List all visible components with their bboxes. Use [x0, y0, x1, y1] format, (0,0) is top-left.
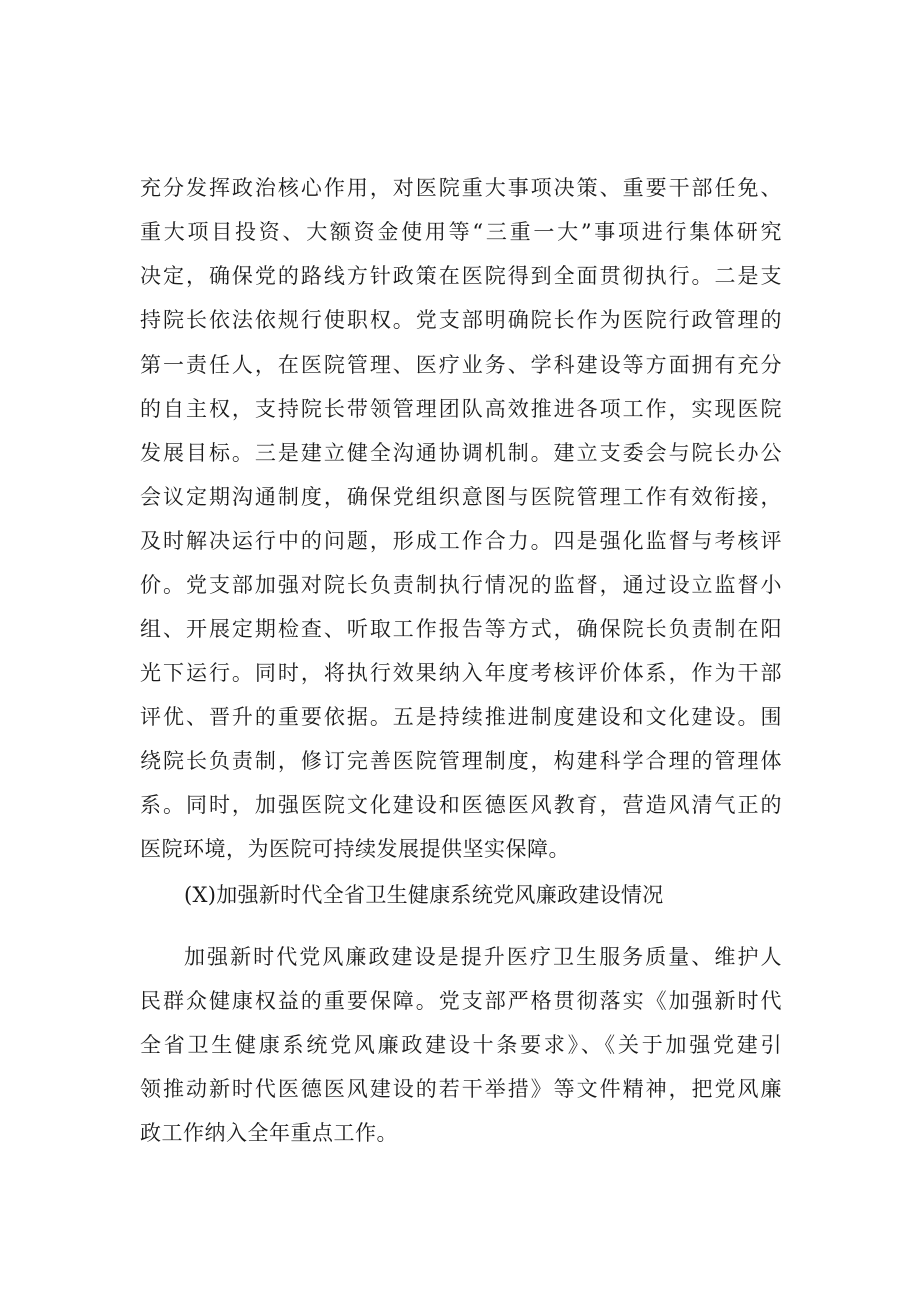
text-line: 持院长依法依规行使职权。党支部明确院长作为医院行政管理的 [140, 308, 782, 332]
text-line: 绕院长负责制，修订完善医院管理制度，构建科学合理的管理体 [140, 749, 782, 773]
text-line: 民群众健康权益的重要保障。党支部严格贯彻落实《加强新时代 [140, 989, 782, 1013]
text-line: 及时解决运行中的问题，形成工作合力。四是强化监督与考核评 [140, 529, 782, 553]
text-line: 全省卫生健康系统党风廉政建设十条要求》、《关于加强党建引 [140, 1033, 782, 1057]
text-line: 医院环境，为医院可持续发展提供坚实保障。 [140, 837, 570, 861]
text-line: 决定，确保党的路线方针政策在医院得到全面贯彻执行。二是支 [140, 264, 782, 288]
text-line: 评优、晋升的重要依据。五是持续推进制度建设和文化建设。围 [140, 705, 782, 729]
text-line: 重大项目投资、大额资金使用等“三重一大”事项进行集体研究 [140, 220, 782, 244]
text-line: 领推动新时代医德医风建设的若干举措》等文件精神，把党风廉 [140, 1077, 782, 1101]
text-line: 发展目标。三是建立健全沟通协调机制。建立支委会与院长办公 [140, 441, 782, 465]
text-line: 政工作纳入全年重点工作。 [140, 1121, 398, 1145]
text-line: 光下运行。同时，将执行效果纳入年度考核评价体系，作为干部 [140, 661, 782, 685]
text-line: 价。党支部加强对院长负责制执行情况的监督，通过设立监督小 [140, 573, 782, 597]
text-line: 系。同时，加强医院文化建设和医德医风教育，营造风清气正的 [140, 793, 782, 817]
text-line: 组、开展定期检查、听取工作报告等方式，确保院长负责制在阳 [140, 617, 782, 641]
section-heading: (X)加强新时代全省卫生健康系统党风廉政建设情况 [184, 883, 664, 907]
text-line: 会议定期沟通制度，确保党组织意图与医院管理工作有效衔接， [140, 485, 782, 509]
text-line: 第一责任人，在医院管理、医疗业务、学科建设等方面拥有充分 [140, 353, 782, 377]
text-line: 加强新时代党风廉政建设是提升医疗卫生服务质量、维护人 [184, 945, 782, 969]
text-line: 充分发挥政治核心作用，对医院重大事项决策、重要干部任免、 [140, 176, 782, 200]
text-line: 的自主权，支持院长带领管理团队高效推进各项工作，实现医院 [140, 397, 782, 421]
